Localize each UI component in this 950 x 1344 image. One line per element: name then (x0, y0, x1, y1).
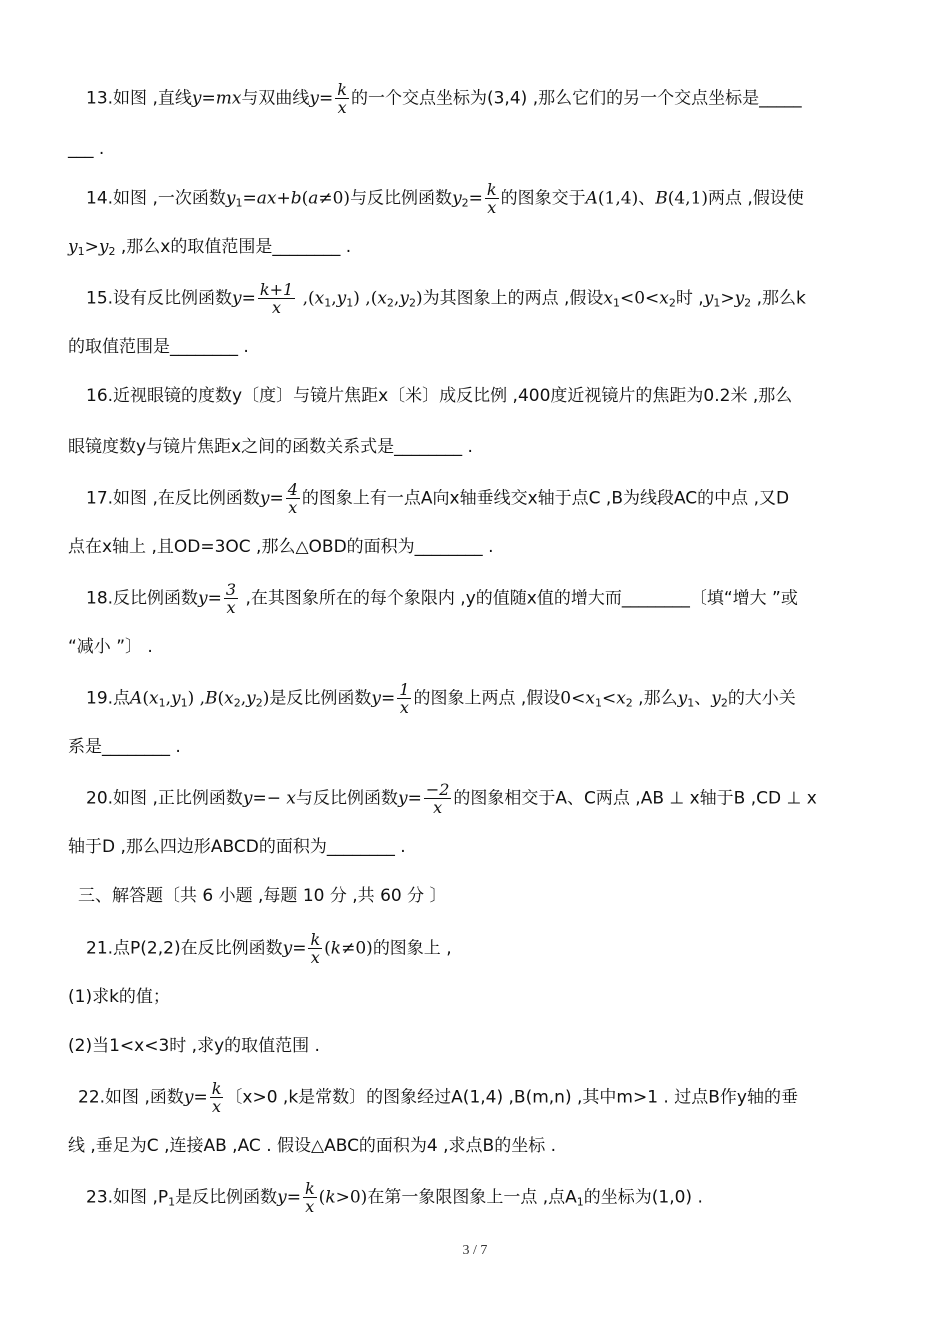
fraction-k-over-x: $\frac{k}{x}$ (211, 1079, 222, 1116)
question-17-cont: 点在x轴上 ,且OD=3OC ,那么△OBD的面积为________ . (68, 537, 494, 557)
question-22-cont: 线 ,垂足为C ,连接AB ,AC . 假设△ABC的面积为4 ,求点B的坐标 . (68, 1136, 557, 1156)
question-19-cont: 系是________ . (68, 737, 181, 757)
question-22: 22.如图 ,函数y= $\frac{k}{x}$ 〔x>0 ,k是常数〕的图象经过A(1,4) ,B(m,n) ,其中m>1 . 过点B作y轴的垂 (78, 1079, 798, 1116)
question-21-part1: (1)求k的值； (68, 987, 170, 1007)
question-23: 23.如图 $,P_1$是反比例函数y= $\frac{k}{x}$ (k>0)在第一象限图象上一点 ,点$A_1$的坐标为(1,0) . (86, 1179, 703, 1216)
question-21-part2: (2)当1<x<3时 ,求y的取值范围 . (68, 1036, 320, 1056)
section-heading: 三、解答题〔共 6 小题 ,每题 10 分 ,共 60 分 〕 (78, 886, 447, 906)
fraction-k-over-x: $\frac{k}{x}$ (310, 930, 321, 967)
fraction-k-over-x: $\frac{k}{x}$ (337, 80, 347, 117)
question-19: 19.点$A(x_1,y_1)$ $,B(x_2,y_2)$是反比例函数y= $\frac{1}{x}$ 的图象上两点 ,假设$0<x_1<x_2$ ,那么$y_1$、$y_2$的大小关 (86, 680, 796, 717)
question-18: 18.反比例函数y= $\frac{3}{x}$ ,在其图象所在的每个象限内 ,y的值随x值的增大而________〔填“增大 ”或 (86, 580, 798, 617)
question-20-cont: 轴于D ,那么四边形ABCD的面积为________ . (68, 837, 406, 857)
question-21: 21.点P(2,2)在反比例函数y= $\frac{k}{x}$ (k≠0)的图象上 , (86, 930, 452, 967)
question-20: 20.如图 ,正比例函数y=− x与反比例函数y= $\frac{-2}{x}$ 的图象相交于A、C两点 ,AB ⊥ x轴于B ,CD ⊥ x (86, 780, 817, 817)
question-13: 13.如图 ,直线y=mx与双曲线y= $\frac{k}{x}$ 的一个交点坐标为(3,4) ,那么它们的另一个交点坐标是_____ (86, 80, 802, 117)
fraction-3-over-x: $\frac{3}{x}$ (225, 580, 237, 617)
page-number: 3 / 7 (462, 1243, 488, 1258)
fraction-k-over-x: $\frac{k}{x}$ (304, 1179, 315, 1216)
question-13-cont: ___ . (68, 139, 105, 159)
question-18-cont: “减小 ”〕 . (68, 637, 153, 657)
question-17: 17.如图 ,在反比例函数y= $\frac{4}{x}$ 的图象上有一点A向x轴垂线交x轴于点C ,B为线段AC的中点 ,又D (86, 480, 790, 517)
question-16: 16.近视眼镜的度数y〔度〕与镜片焦距x〔米〕成反比例 ,400度近视镜片的焦距为0.2米 ,那么 (86, 386, 793, 406)
fraction-4-over-x: $\frac{4}{x}$ (287, 480, 298, 517)
question-14-cont: $y_1>y_2$ ,那么x的取值范围是________ . (68, 237, 352, 258)
question-16-cont: 眼镜度数y与镜片焦距x之间的函数关系式是________ . (68, 437, 473, 457)
fraction-k-over-x: $\frac{k}{x}$ (486, 180, 497, 217)
question-14: 14.如图 ,一次函数$y_1=ax+b(a\ne 0)$与反比例函数$y_2=$ $\frac{k}{x}$ 的图象交于A(1,4)、B(4,1)两点 ,假设使 (86, 180, 804, 217)
fraction-k-plus-1-over-x: $\frac{k+1}{x}$ (259, 280, 294, 317)
fraction-minus-2-over-x: $\frac{-2}{x}$ (425, 780, 450, 817)
question-15-cont: 的取值范围是________ . (68, 337, 249, 357)
question-15: 15.设有反比例函数y= $\frac{k+1}{x}$ $,(x_1,y_1)$ $,(x_2,y_2)$为其图象上的两点 ,假设$x_1<0<x_2$时 $,y_1>y_2$ ,那么k (86, 280, 806, 317)
fraction-1-over-x: $\frac{1}{x}$ (399, 680, 410, 717)
